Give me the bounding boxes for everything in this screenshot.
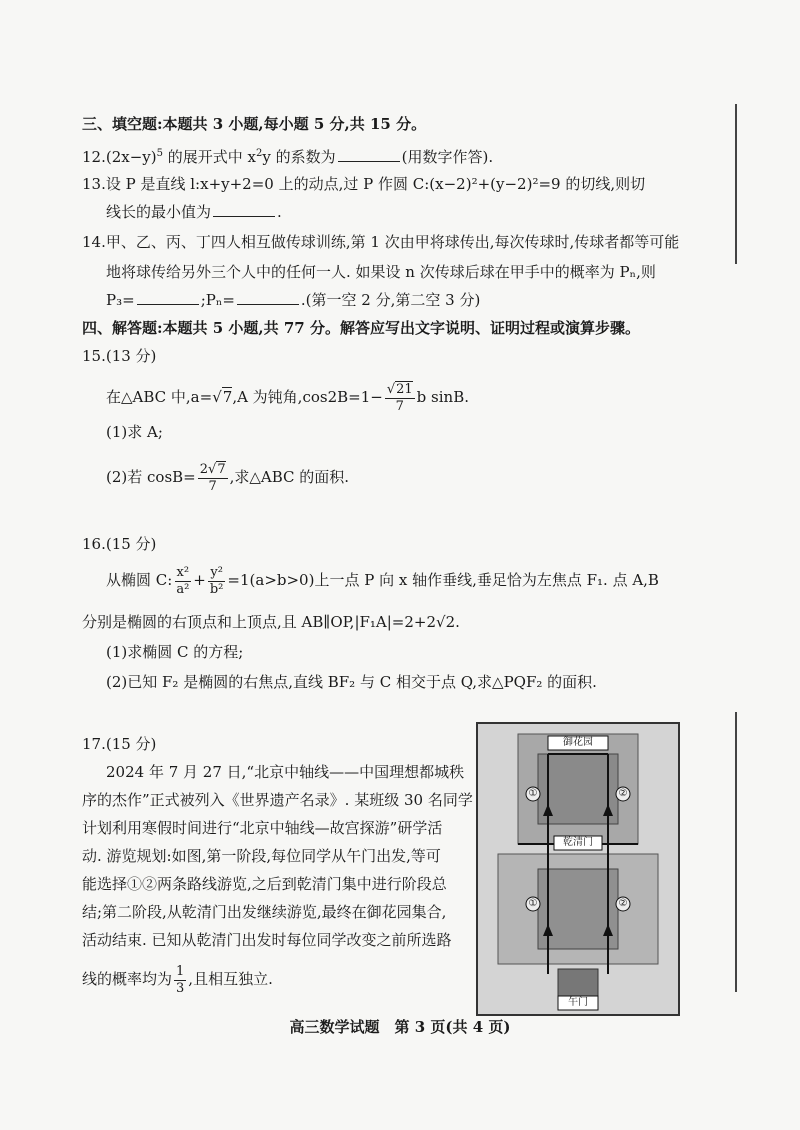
question-17-line: 2024 年 7 月 27 日,“北京中轴线——中国理想都城秩 — [106, 763, 465, 781]
page-footer: 高三数学试题 第 3 页(共 4 页) — [289, 1018, 511, 1036]
question-14-line1: 14.甲、乙、丙、丁四人相互做传球训练,第 1 次由甲将球传出,每次传球时,传球者都等可能 — [82, 233, 680, 251]
route2-marker: ② — [618, 898, 628, 909]
map-label-top: 御花园 — [563, 737, 593, 748]
question-17-line: 能选择①②两条路线游览,之后到乾清门集中进行阶段总 — [82, 875, 447, 893]
question-17-line: 活动结束. 已知从乾清门出发时每位同学改变之前所选路 — [82, 931, 452, 949]
question-16-part2: (2)已知 F₂ 是椭圆的右焦点,直线 BF₂ 与 C 相交于点 Q,求△PQF₂ 的面积. — [106, 673, 597, 691]
question-17-line: 计划利用寒假时间进行“北京中轴线—故宫探游”研学活 — [82, 819, 443, 837]
question-13-line2: 线长的最小值为 . — [106, 203, 282, 221]
map-label-mid: 乾清门 — [563, 837, 593, 848]
question-16-stem: 从椭圆 C: $\frac{\text{x²}}{\text{a²}}$ + $\frac{\text{y²}}{\text{b²}}$ =1(a>b>0)上一点 P 向 x 轴作垂线,垂足恰为左焦点 F₁. 点 A,B — [106, 564, 659, 597]
route1-marker: ① — [528, 898, 538, 909]
answer-blank — [137, 290, 199, 305]
question-12: $12.(2x-y)^5$ 的展开式中 $x^2y$ 的系数为 (用数字作答). — [82, 148, 494, 166]
answer-blank — [213, 202, 275, 217]
question-17-line: 序的杰作”正式被列入《世界遗产名录》. 某班级 30 名同学 — [82, 791, 473, 809]
scan-edge-line — [735, 712, 737, 992]
question-14-line3: P₃= ;Pₙ= .(第一空 2 分,第二空 3 分) — [106, 291, 481, 309]
question-15-title: 15.(13 分) — [82, 347, 157, 365]
forbidden-city-map — [476, 722, 680, 1016]
question-15-stem: 在△ABC 中,a=√7,A 为钝角,cos2B=1− $\frac{√21}{7}$ b sinB. — [106, 381, 469, 414]
question-17-title: 17.(15 分) — [82, 735, 157, 753]
map-label-bottom: 午门 — [568, 997, 588, 1008]
answer-blank — [237, 290, 299, 305]
question-17-line: 动. 游览规划:如图,第一阶段,每位同学从午门出发,等可 — [82, 847, 441, 865]
question-14-line2: 地将球传给另外三个人中的任何一人. 如果设 n 次传球后球在甲手中的概率为 Pₙ,则 — [106, 263, 656, 281]
question-13-line1: 13.设 P 是直线 l:x+y+2=0 上的动点,过 P 作圆 C:(x−2)²+(y−2)²=9 的切线,则切 — [82, 175, 646, 193]
section3-heading: 三、填空题:本题共 3 小题,每小题 5 分,共 15 分。 — [82, 115, 427, 133]
route1-marker: ① — [528, 788, 538, 799]
scan-edge-line — [735, 104, 737, 264]
question-15-part2: (2)若 cosB= $\frac{2√7}{7}$ ,求△ABC 的面积. — [106, 461, 350, 494]
question-17-last-line: 线的概率均为 $\frac{1}{3}$ ,且相互独立. — [82, 963, 273, 996]
section4-heading: 四、解答题:本题共 5 小题,共 77 分。解答应写出文字说明、证明过程或演算步骤。 — [82, 319, 640, 337]
map-svg — [478, 724, 678, 1014]
question-17-line: 结;第二阶段,从乾清门出发继续游览,最终在御花园集合, — [82, 903, 447, 921]
answer-blank — [338, 147, 400, 162]
question-16-line2: 分别是椭圆的右顶点和上顶点,且 AB∥OP,|F₁A|=2+2√2. — [82, 613, 460, 631]
question-16-part1: (1)求椭圆 C 的方程; — [106, 643, 244, 661]
question-15-part1: (1)求 A; — [106, 423, 163, 441]
route2-marker: ② — [618, 788, 628, 799]
question-16-title: 16.(15 分) — [82, 535, 157, 553]
